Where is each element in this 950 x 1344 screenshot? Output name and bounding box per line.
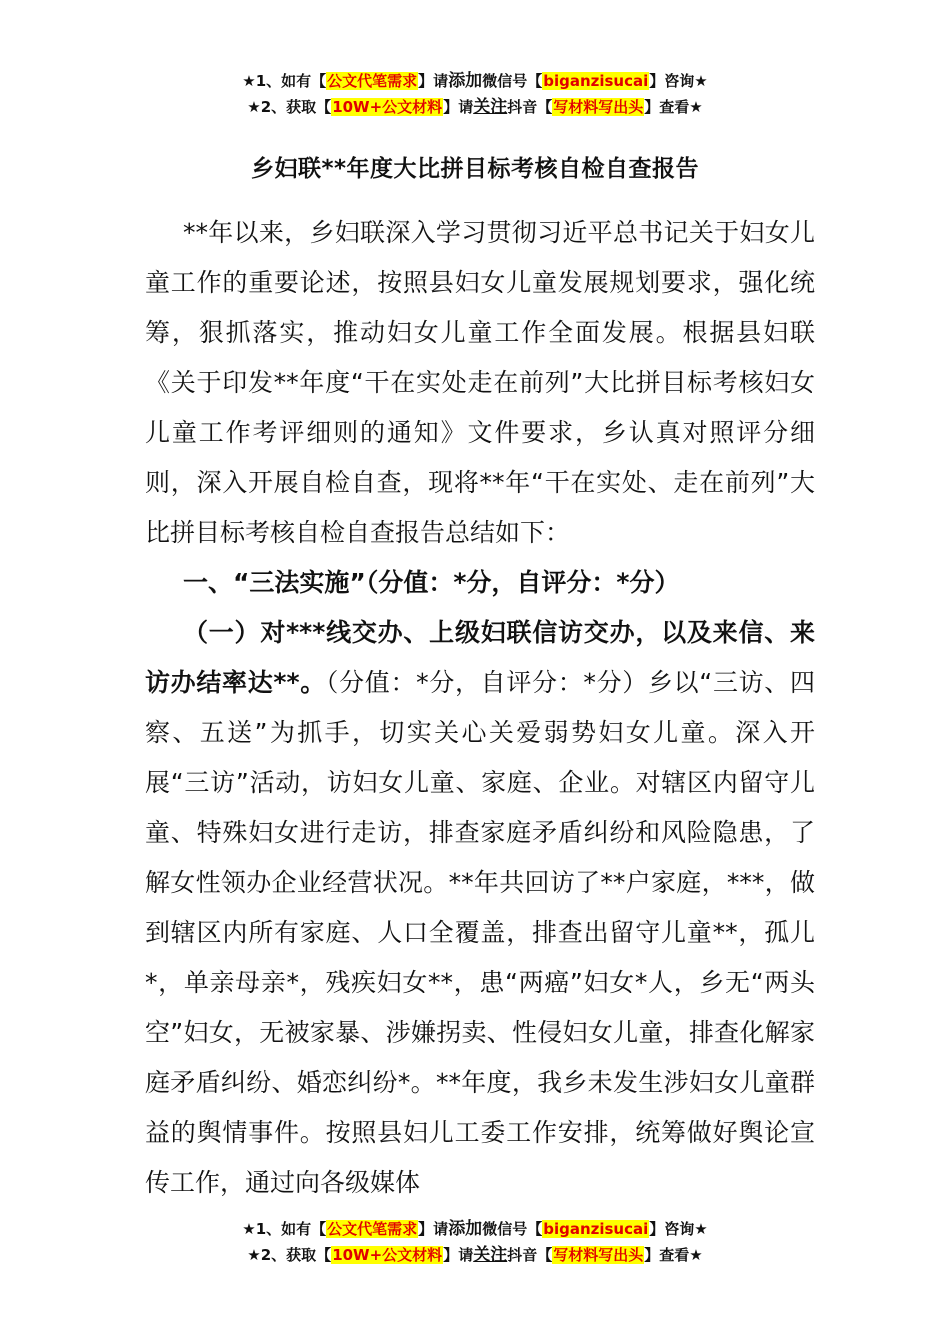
banner-text: ★2、获取【 xyxy=(247,1246,332,1264)
banner-text: 抖音【 xyxy=(507,98,553,116)
banner-highlight: 写材料写出头 xyxy=(553,1246,644,1264)
banner-line-1 xyxy=(0,68,950,94)
item-body: （分值：*分，自评分：*分）乡以“三访、四察、五送”为抓手，切实关心关爱弱势妇女儿童。深入开展“三访”活动，访妇女儿童、家庭、企业。对辖区内留守儿童、特殊妇女进行走访，排查家庭矛盾纠纷和风险隐患，了解女性领办企业经营状况。**年共回访了**户家庭，***，做到辖区内所有家庭、人口全覆盖，排查出留守儿童**，孤儿*，单亲母亲*，残疾妇女**，患“两癌”妇女*人，乡无“两头空”妇女，无被家暴、涉嫌拐卖、性侵妇女儿童，排查化解家庭矛盾纠纷、婚恋纠纷*。**年度，我乡未发生涉妇女儿童群益的舆情事件。按照县妇儿工委工作安排，统筹做好舆论宣传工作，通过向各级媒体 xyxy=(145,668,815,1197)
banner-line-2 xyxy=(0,1242,950,1268)
banner-highlight: biganzisucai xyxy=(543,72,649,90)
banner-highlight: 公文代笔需求 xyxy=(327,1220,418,1238)
banner-text: ★1、如有【 xyxy=(242,72,327,90)
banner-text: 】请 xyxy=(418,72,449,90)
document-title: 乡妇联**年度大比拼目标考核自检自查报告 xyxy=(250,156,700,182)
banner-highlight: biganzisucai xyxy=(543,1220,649,1238)
banner-text: ★1、如有【 xyxy=(242,1220,327,1238)
section-heading: 一、“三法实施”（分值：*分，自评分：*分） xyxy=(183,568,680,597)
banner-text: 】请 xyxy=(443,98,474,116)
banner-emphasis: 关注 xyxy=(473,1245,508,1265)
banner-emphasis: 添加 xyxy=(448,1219,483,1239)
banner-highlight: 写材料写出头 xyxy=(553,98,644,116)
banner-text: 微信号【 xyxy=(482,72,543,90)
banner-line-1 xyxy=(0,1216,950,1242)
item-paragraph xyxy=(145,608,815,1208)
intro-paragraph: **年以来，乡妇联深入学习贯彻习近平总书记关于妇女儿童工作的重要论述，按照县妇女儿童发展规划要求，强化统筹，狠抓落实，推动妇女儿童工作全面发展。根据县妇联《关于印发**年度“干在实处走在前列”大比拼目标考核妇女儿童工作考评细则的通知》文件要求，乡认真对照评分细则，深入开展自检自查，现将**年“干在实处、走在前列”大比拼目标考核自检自查报告总结如下： xyxy=(145,218,815,547)
banner-text: 微信号【 xyxy=(482,1220,543,1238)
item-heading: （一）对***线交办、上级妇联信访交办，以及来信、来访办结率达**。 xyxy=(145,618,815,697)
banner-highlight: 公文代笔需求 xyxy=(327,72,418,90)
banner-text: 】咨询★ xyxy=(649,1220,708,1238)
header-banner xyxy=(0,68,950,120)
banner-text: 抖音【 xyxy=(507,1246,553,1264)
banner-highlight: 10W+公文材料 xyxy=(332,1246,443,1264)
banner-text: ★2、获取【 xyxy=(247,98,332,116)
banner-text: 】请 xyxy=(418,1220,449,1238)
banner-text: 】咨询★ xyxy=(649,72,708,90)
banner-emphasis: 添加 xyxy=(448,71,483,91)
banner-highlight: 10W+公文材料 xyxy=(332,98,443,116)
banner-emphasis: 关注 xyxy=(473,97,508,117)
banner-text: 】查看★ xyxy=(644,98,703,116)
footer-banner xyxy=(0,1216,950,1268)
document-body xyxy=(145,208,815,1208)
banner-line-2 xyxy=(0,94,950,120)
banner-text: 】请 xyxy=(443,1246,474,1264)
banner-text: 】查看★ xyxy=(644,1246,703,1264)
